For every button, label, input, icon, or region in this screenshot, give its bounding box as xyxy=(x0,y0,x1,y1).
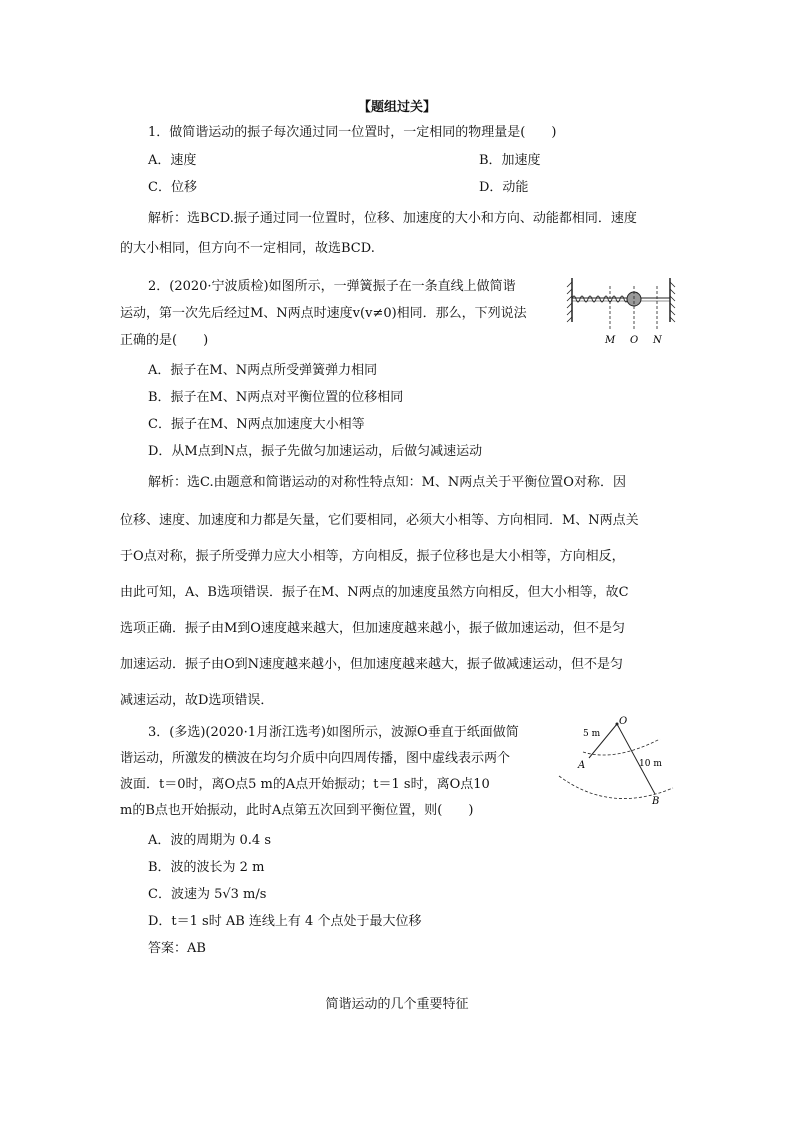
q3-answer: 答案：AB xyxy=(148,941,206,956)
q2-analysis-line-6: 加速运动．振子由O到N速度越来越小，但加速度越来越大，振子做减速运动，但不是匀 xyxy=(120,657,624,672)
q3-stem-line-3: 波面．t＝0时，离O点5 m的A点开始振动；t＝1 s时，离O点10 xyxy=(120,777,490,792)
q2-analysis-line-2: 位移、速度、加速度和力都是矢量，它们要相同，必须大小相等、方向相同．M、N两点关 xyxy=(120,513,639,528)
q3-option-c: C．波速为 5√3 m/s xyxy=(148,887,267,902)
q1-option-b: B．加速度 xyxy=(479,153,541,168)
wave-source-figure xyxy=(555,714,675,810)
label-a: A xyxy=(578,760,586,771)
q3-option-d: D．t＝1 s时 AB 连线上有 4 个点处于最大位移 xyxy=(148,914,422,929)
q2-analysis-line-3: 于O点对称，振子所受弹力应大小相等，方向相反，振子位移也是大小相等，方向相反， xyxy=(120,549,625,564)
q2-stem-line-3: 正确的是( ) xyxy=(120,333,209,348)
section-title: 【题组过关】 xyxy=(357,100,436,115)
q1-stem: 1．做简谐运动的振子每次通过同一位置时，一定相同的物理量是( ) xyxy=(148,125,557,140)
q2-option-c: C．振子在M、N两点加速度大小相等 xyxy=(148,417,365,432)
footer-heading: 简谐运动的几个重要特征 xyxy=(325,997,469,1012)
q1-option-d: D．动能 xyxy=(479,180,529,195)
q3-stem-line-4: m的B点也开始振动，此时A点第五次回到平衡位置，则( ) xyxy=(120,803,474,818)
q3-option-a: A．波的周期为 0.4 s xyxy=(148,833,271,848)
q2-stem-line-2: 运动，第一次先后经过M、N两点时速度v(v≠0)相同．那么，下列说法 xyxy=(120,306,527,321)
q2-analysis-line-4: 由此可知，A、B选项错误．振子在M、N两点的加速度虽然方向相反，但大小相等，故C xyxy=(120,585,629,600)
q2-option-b: B．振子在M、N两点对平衡位置的位移相同 xyxy=(148,390,404,405)
q2-option-d: D．从M点到N点，振子先做匀加速运动，后做匀减速运动 xyxy=(148,444,483,459)
label-10m: 10 m xyxy=(639,759,662,769)
q2-analysis-line-7: 减速运动，故D选项错误． xyxy=(120,693,274,708)
q2-stem-line-1: 2．(2020·宁波质检)如图所示，一弹簧振子在一条直线上做简谐 xyxy=(148,279,516,294)
q1-option-a: A．速度 xyxy=(148,153,197,168)
q3-stem-line-2: 谐运动，所激发的横波在均匀介质中向四周传播，图中虚线表示两个 xyxy=(120,751,511,766)
q1-option-c: C．位移 xyxy=(148,180,197,195)
q2-analysis-line-1: 解析：选C.由题意和简谐运动的对称性特点知：M、N两点关于平衡位置O对称．因 xyxy=(148,475,626,490)
q2-analysis-line-5: 选项正确．振子由M到O速度越来越大，但加速度越来越小，振子做加速运动，但不是匀 xyxy=(120,621,625,636)
q3-option-b: B．波的波长为 2 m xyxy=(148,860,265,875)
label-o: O xyxy=(630,335,639,346)
q1-analysis-line-1: 解析：选BCD.振子通过同一位置时，位移、加速度的大小和方向、动能都相同．速度 xyxy=(148,211,637,226)
label-b: B xyxy=(652,796,660,807)
q3-stem-line-1: 3．(多选)(2020·1月浙江选考)如图所示，波源O垂直于纸面做简 xyxy=(148,725,519,740)
spring-oscillator-figure xyxy=(562,274,687,350)
label-n: N xyxy=(653,335,662,346)
label-m: M xyxy=(605,335,616,346)
label-o: O xyxy=(619,716,628,727)
q2-option-a: A．振子在M、N两点所受弹簧弹力相同 xyxy=(148,363,378,378)
label-5m: 5 m xyxy=(583,729,601,739)
q1-analysis-line-2: 的大小相同，但方向不一定相同，故选BCD. xyxy=(120,241,375,256)
